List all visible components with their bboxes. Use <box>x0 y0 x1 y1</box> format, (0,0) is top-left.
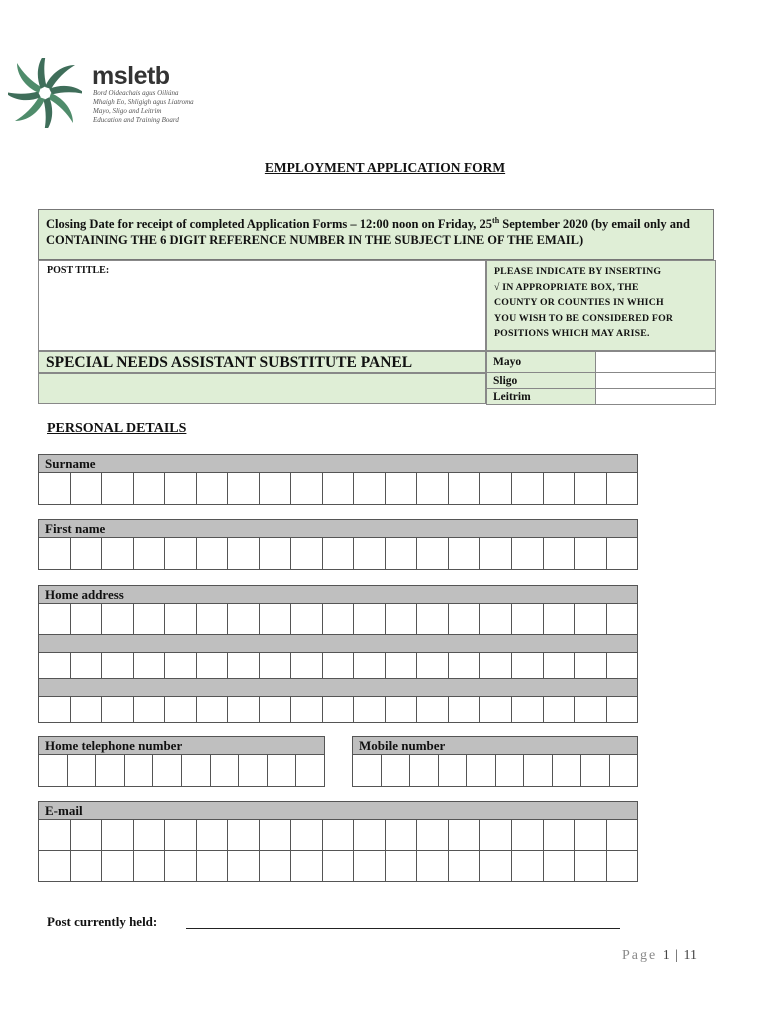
home-address-line-3[interactable] <box>39 696 637 722</box>
input-cell[interactable] <box>291 604 323 634</box>
input-cell[interactable] <box>134 473 166 504</box>
input-cell[interactable] <box>449 697 481 722</box>
input-cell[interactable] <box>449 604 481 634</box>
address-divider <box>39 678 637 696</box>
input-cell[interactable] <box>197 538 229 569</box>
input-cell[interactable] <box>260 653 292 678</box>
input-cell[interactable] <box>386 697 418 722</box>
input-cell[interactable] <box>165 538 197 569</box>
input-cell[interactable] <box>449 851 481 881</box>
page-number: Page 1 | 11 <box>622 948 698 963</box>
input-cell[interactable] <box>480 851 512 881</box>
input-cell[interactable] <box>512 820 544 850</box>
input-cell[interactable] <box>39 820 71 850</box>
input-cell[interactable] <box>197 697 229 722</box>
input-cell[interactable] <box>323 820 355 850</box>
input-cell[interactable] <box>449 820 481 850</box>
input-cell[interactable] <box>197 851 229 881</box>
input-cell[interactable] <box>197 653 229 678</box>
input-cell[interactable] <box>165 604 197 634</box>
input-cell[interactable] <box>260 538 292 569</box>
input-cell[interactable] <box>39 604 71 634</box>
post-title-label-cell <box>38 260 486 351</box>
input-cell[interactable] <box>354 697 386 722</box>
input-cell[interactable] <box>512 851 544 881</box>
input-cell[interactable] <box>354 820 386 850</box>
input-cell[interactable] <box>553 755 582 786</box>
home-telephone-input[interactable] <box>39 755 324 786</box>
input-cell[interactable] <box>260 473 292 504</box>
input-cell[interactable] <box>260 604 292 634</box>
input-cell[interactable] <box>134 697 166 722</box>
input-cell[interactable] <box>323 538 355 569</box>
home-telephone-label: Home telephone number <box>39 737 324 755</box>
input-cell[interactable] <box>575 820 607 850</box>
input-cell[interactable] <box>524 755 553 786</box>
input-cell[interactable] <box>480 697 512 722</box>
input-cell[interactable] <box>291 653 323 678</box>
input-cell[interactable] <box>102 653 134 678</box>
post-currently-held-label: Post currently held: <box>47 914 158 929</box>
input-cell[interactable] <box>228 820 260 850</box>
county-leitrim-checkbox[interactable] <box>596 389 716 405</box>
input-cell[interactable] <box>607 653 638 678</box>
post-title-value: SPECIAL NEEDS ASSISTANT SUBSTITUTE PANEL <box>38 351 486 373</box>
input-cell[interactable] <box>417 851 449 881</box>
input-cell[interactable] <box>165 653 197 678</box>
input-cell[interactable] <box>197 820 229 850</box>
input-cell[interactable] <box>386 820 418 850</box>
input-cell[interactable] <box>71 851 103 881</box>
email-input-line-1[interactable] <box>39 820 637 850</box>
input-cell[interactable] <box>512 697 544 722</box>
input-cell[interactable] <box>323 473 355 504</box>
input-cell[interactable] <box>134 653 166 678</box>
input-cell[interactable] <box>544 820 576 850</box>
input-cell[interactable] <box>512 653 544 678</box>
county-sligo-checkbox[interactable] <box>596 373 716 389</box>
input-cell[interactable] <box>291 697 323 722</box>
input-cell[interactable] <box>607 697 638 722</box>
input-cell[interactable] <box>96 755 125 786</box>
input-cell[interactable] <box>386 538 418 569</box>
surname-input[interactable] <box>39 473 637 504</box>
home-telephone-field <box>38 736 325 787</box>
surname-field <box>38 454 638 505</box>
input-cell[interactable] <box>417 604 449 634</box>
input-cell[interactable] <box>480 473 512 504</box>
input-cell[interactable] <box>71 653 103 678</box>
input-cell[interactable] <box>228 538 260 569</box>
input-cell[interactable] <box>410 755 439 786</box>
personal-details-heading: PERSONAL DETAILS <box>47 421 187 436</box>
input-cell[interactable] <box>71 604 103 634</box>
input-cell[interactable] <box>512 604 544 634</box>
input-cell[interactable] <box>417 473 449 504</box>
input-cell[interactable] <box>291 473 323 504</box>
county-mayo-checkbox[interactable] <box>596 352 716 373</box>
input-cell[interactable] <box>260 851 292 881</box>
input-cell[interactable] <box>39 653 71 678</box>
mobile-label: Mobile number <box>353 737 637 755</box>
mobile-input[interactable] <box>353 755 637 786</box>
county-sligo-label: Sligo <box>487 373 596 389</box>
home-address-label: Home address <box>39 586 637 604</box>
input-cell[interactable] <box>575 473 607 504</box>
input-cell[interactable] <box>291 851 323 881</box>
first-name-label: First name <box>39 520 637 538</box>
input-cell[interactable] <box>354 604 386 634</box>
input-cell[interactable] <box>323 697 355 722</box>
input-cell[interactable] <box>182 755 211 786</box>
input-cell[interactable] <box>544 538 576 569</box>
input-cell[interactable] <box>228 604 260 634</box>
input-cell[interactable] <box>268 755 297 786</box>
input-cell[interactable] <box>291 538 323 569</box>
input-cell[interactable] <box>575 653 607 678</box>
input-cell[interactable] <box>260 697 292 722</box>
input-cell[interactable] <box>480 820 512 850</box>
input-cell[interactable] <box>323 653 355 678</box>
input-cell[interactable] <box>134 604 166 634</box>
input-cell[interactable] <box>71 473 103 504</box>
post-title-label: POST TITLE: <box>47 265 110 276</box>
input-cell[interactable] <box>228 851 260 881</box>
input-cell[interactable] <box>102 538 134 569</box>
logo-subtitle: Bord Oideachais agus Oiliúna Mhaigh Eo, Shligigh agus Liatroma Mayo, Sligo and Leitrim Education and Training Board <box>93 89 194 124</box>
logo-name: msletb <box>92 62 170 90</box>
input-cell[interactable] <box>480 604 512 634</box>
input-cell[interactable] <box>197 604 229 634</box>
input-cell[interactable] <box>575 697 607 722</box>
input-cell[interactable] <box>71 820 103 850</box>
input-cell[interactable] <box>134 820 166 850</box>
input-cell[interactable] <box>165 473 197 504</box>
input-cell[interactable] <box>575 851 607 881</box>
input-cell[interactable] <box>417 653 449 678</box>
page-title: EMPLOYMENT APPLICATION FORM <box>264 160 506 175</box>
input-cell[interactable] <box>480 653 512 678</box>
input-cell[interactable] <box>417 538 449 569</box>
home-address-line-1[interactable] <box>39 604 637 634</box>
input-cell[interactable] <box>449 473 481 504</box>
input-cell[interactable] <box>102 473 134 504</box>
surname-label: Surname <box>39 455 637 473</box>
county-instructions: PLEASE INDICATE BY INSERTING √ IN APPROPRIATE BOX, THE COUNTY OR COUNTIES IN WHICH YOU WISH TO BE CONSIDERED FOR POSITIONS WHICH MAY ARISE. <box>486 260 716 351</box>
county-leitrim-label: Leitrim <box>487 389 596 405</box>
input-cell[interactable] <box>607 604 638 634</box>
input-cell[interactable] <box>610 755 638 786</box>
input-cell[interactable] <box>417 697 449 722</box>
address-divider <box>39 634 637 652</box>
input-cell[interactable] <box>323 851 355 881</box>
input-cell[interactable] <box>575 538 607 569</box>
input-cell[interactable] <box>544 851 576 881</box>
input-cell[interactable] <box>512 473 544 504</box>
input-cell[interactable] <box>102 851 134 881</box>
input-cell[interactable] <box>39 538 71 569</box>
input-cell[interactable] <box>228 473 260 504</box>
input-cell[interactable] <box>354 653 386 678</box>
input-cell[interactable] <box>165 851 197 881</box>
input-cell[interactable] <box>68 755 97 786</box>
input-cell[interactable] <box>480 538 512 569</box>
input-cell[interactable] <box>417 820 449 850</box>
input-cell[interactable] <box>260 820 292 850</box>
input-cell[interactable] <box>439 755 468 786</box>
closing-date-notice: Closing Date for receipt of completed Application Forms – 12:00 noon on Friday, 25th September 2020 (by email only and CONTAINING THE 6 DIGIT REFERENCE NUMBER IN THE SUBJECT LINE OF THE EMAIL) <box>38 209 714 260</box>
input-cell[interactable] <box>102 820 134 850</box>
input-cell[interactable] <box>153 755 182 786</box>
input-cell[interactable] <box>125 755 154 786</box>
input-cell[interactable] <box>512 538 544 569</box>
mobile-field <box>352 736 638 787</box>
input-cell[interactable] <box>354 851 386 881</box>
county-table <box>486 351 716 405</box>
input-cell[interactable] <box>386 604 418 634</box>
input-cell[interactable] <box>607 538 638 569</box>
input-cell[interactable] <box>467 755 496 786</box>
msletb-logo-icon <box>8 58 82 128</box>
input-cell[interactable] <box>39 697 71 722</box>
input-cell[interactable] <box>228 653 260 678</box>
input-cell[interactable] <box>386 473 418 504</box>
input-cell[interactable] <box>197 473 229 504</box>
input-cell[interactable] <box>449 653 481 678</box>
input-cell[interactable] <box>353 755 382 786</box>
input-cell[interactable] <box>354 473 386 504</box>
input-cell[interactable] <box>544 604 576 634</box>
email-field <box>38 801 638 882</box>
input-cell[interactable] <box>165 697 197 722</box>
input-cell[interactable] <box>71 538 103 569</box>
input-cell[interactable] <box>211 755 240 786</box>
input-cell[interactable] <box>581 755 610 786</box>
input-cell[interactable] <box>39 755 68 786</box>
input-cell[interactable] <box>607 851 638 881</box>
email-input-line-2[interactable] <box>39 850 637 881</box>
county-mayo-label: Mayo <box>487 352 596 373</box>
input-cell[interactable] <box>607 820 638 850</box>
input-cell[interactable] <box>575 604 607 634</box>
input-cell[interactable] <box>386 851 418 881</box>
input-cell[interactable] <box>291 820 323 850</box>
home-address-line-2[interactable] <box>39 652 637 678</box>
input-cell[interactable] <box>544 697 576 722</box>
input-cell[interactable] <box>354 538 386 569</box>
input-cell[interactable] <box>102 604 134 634</box>
input-cell[interactable] <box>296 755 324 786</box>
post-title-blank <box>38 373 486 404</box>
post-currently-held-input[interactable] <box>186 928 620 929</box>
input-cell[interactable] <box>449 538 481 569</box>
input-cell[interactable] <box>607 473 638 504</box>
input-cell[interactable] <box>71 697 103 722</box>
home-address-field <box>38 585 638 723</box>
input-cell[interactable] <box>134 851 166 881</box>
input-cell[interactable] <box>544 473 576 504</box>
input-cell[interactable] <box>228 697 260 722</box>
input-cell[interactable] <box>165 820 197 850</box>
input-cell[interactable] <box>496 755 525 786</box>
input-cell[interactable] <box>323 604 355 634</box>
input-cell[interactable] <box>386 653 418 678</box>
input-cell[interactable] <box>382 755 411 786</box>
input-cell[interactable] <box>239 755 268 786</box>
input-cell[interactable] <box>134 538 166 569</box>
input-cell[interactable] <box>39 473 71 504</box>
email-label: E-mail <box>39 802 637 820</box>
input-cell[interactable] <box>102 697 134 722</box>
input-cell[interactable] <box>544 653 576 678</box>
input-cell[interactable] <box>39 851 71 881</box>
first-name-input[interactable] <box>39 538 637 569</box>
first-name-field <box>38 519 638 570</box>
